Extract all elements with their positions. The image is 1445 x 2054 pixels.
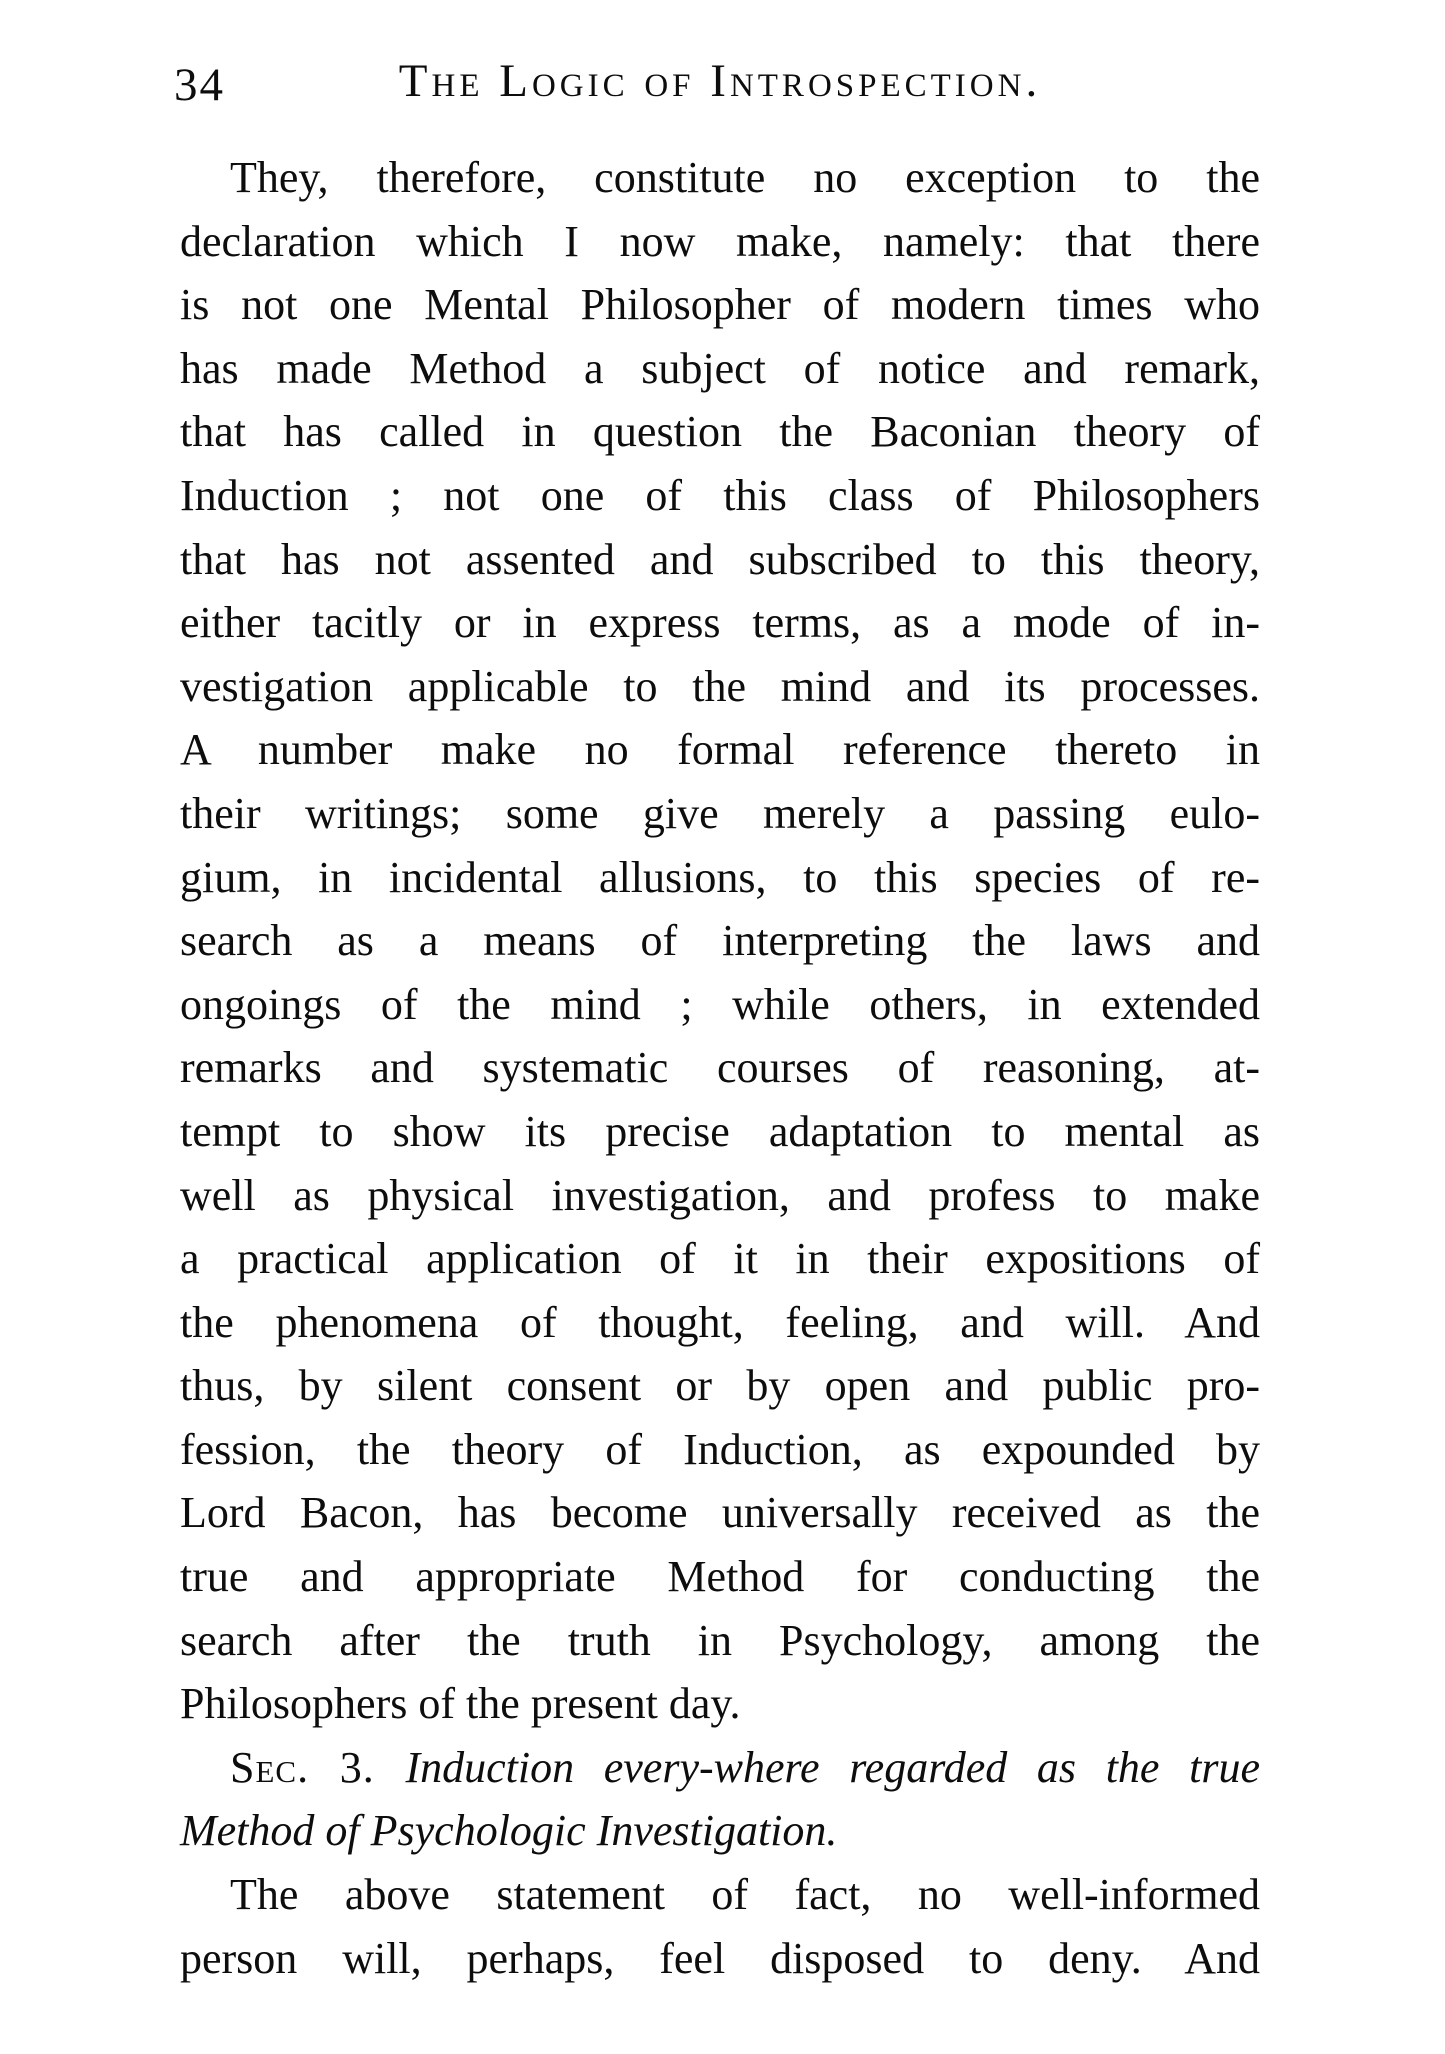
section-label: Sec. 3.: [230, 1742, 406, 1792]
text-line: person will, perhaps, feel disposed to deny. And: [180, 1933, 1260, 1983]
text-line: tempt to show its precise adaptation to mental as: [180, 1106, 1260, 1156]
text-line: Lord Bacon, has become universally received as the: [180, 1488, 1260, 1538]
text-line: [180, 1736, 1260, 1800]
running-title: The Logic of Introspection.: [398, 55, 1042, 107]
text-line: that has called in question the Baconian theory of: [180, 407, 1260, 457]
text-line: thus, by silent consent or by open and public pro-: [180, 1361, 1260, 1411]
text-block: [180, 146, 1260, 1990]
text-line: either tacitly or in express terms, as a mode of in-: [180, 598, 1260, 648]
text-line: has made Method a subject of notice and remark,: [180, 343, 1260, 393]
text-line: search as a means of interpreting the laws and: [180, 916, 1260, 966]
text-line: declaration which I now make, namely: that there: [180, 216, 1260, 266]
text-line: A number make no formal reference thereto in: [180, 725, 1260, 775]
text-line: They, therefore, constitute no exception to the: [230, 153, 1260, 202]
text-line: search after the truth in Psychology, among the: [180, 1615, 1260, 1665]
text-line: Method of Psychologic Investigation.: [180, 1806, 838, 1856]
text-line: true and appropriate Method for conducting the: [180, 1552, 1260, 1602]
text-line: gium, in incidental allusions, to this species of re-: [180, 852, 1260, 902]
text-line: their writings; some give merely a passing eulo-: [180, 788, 1260, 838]
text-line: fession, the theory of Induction, as expounded by: [180, 1424, 1260, 1474]
section-title-text: Induction every-where regarded as the true: [405, 1742, 1260, 1792]
page-number: 34: [174, 59, 225, 111]
text-line: remarks and systematic courses of reasoning, at-: [180, 1043, 1260, 1093]
text-line: well as physical investigation, and profess to make: [180, 1170, 1260, 1220]
text-line: a practical application of it in their expositions of: [180, 1234, 1260, 1284]
text-line: Philosophers of the present day.: [180, 1679, 741, 1729]
text-line: ongoings of the mind ; while others, in extended: [180, 979, 1260, 1029]
text-line: The above statement of fact, no well-informed: [230, 1870, 1260, 1920]
text-line: Induction ; not one of this class of Philosophers: [180, 470, 1260, 520]
text-line: that has not assented and subscribed to this theory,: [180, 534, 1260, 584]
text-line: the phenomena of thought, feeling, and will. And: [180, 1297, 1260, 1347]
text-line: is not one Mental Philosopher of modern times who: [180, 280, 1260, 330]
text-line: vestigation applicable to the mind and its processes.: [180, 661, 1260, 711]
